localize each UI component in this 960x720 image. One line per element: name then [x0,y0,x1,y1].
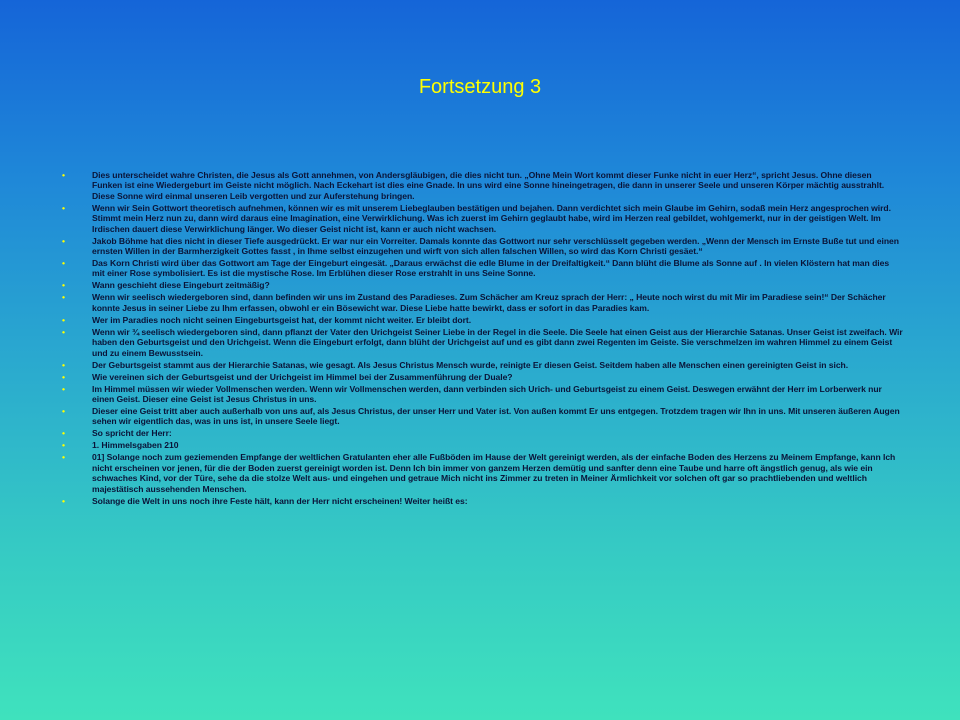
bullet-icon: • [62,495,65,506]
bullet-list [62,170,904,508]
bullet-icon: • [62,292,65,303]
item-text: Solange die Welt in uns noch ihre Feste hält, kann der Herr nicht erscheinen! Weiter heißt es: [92,495,468,506]
bullet-icon: • [62,440,65,451]
list-item [62,203,904,234]
item-text: Wenn wir Sein Gottwort theoretisch aufnehmen, können wir es mit unserem Liebeglauben bestätigen und bejahen. Dann verdichtet sich mein Glaube im Gehirn, sodaß mein Herz angesprochen wird. Stimmt mein Herz nun zu, dann wird daraus eine Imagination, eine Verwirklichung. Was ich zuerst im Gehirn geglaubt habe, wird im Herzen real gebildet, wohlgemerkt, nur in der geistigen Welt. Im Irdischen dauert diese Verwirklichung länger. Wo dieser Geist nicht ist, kann er auch nicht wachsen. [92,202,891,234]
item-text: So spricht der Herr: [92,428,172,439]
list-item [62,327,904,358]
item-text: Wenn wir seelisch wiedergeboren sind, dann befinden wir uns im Zustand des Paradieses. Zum Schächer am Kreuz sprach der Herr: „ Heute noch wirst du mit Mir im Paradiese sein!“ Der Schächer konnte Jesus in seiner Liebe zu Ihm erfassen, obwohl er ein Bösewicht war. Diese Liebe hatte bewirkt, dass er sofort in das Paradies kam. [92,292,886,313]
list-item [62,440,904,450]
item-text: Der Geburtsgeist stammt aus der Hierarchie Satanas, wie gesagt. Als Jesus Christus Mensch wurde, reinigte Er diesen Geist. Seitdem haben alle Menschen einen gereinigten Geist in sich. [92,359,849,370]
list-item [62,360,904,370]
item-text: Wie vereinen sich der Geburtsgeist und der Urichgeist im Himmel bei der Zusammenführung der Duale? [92,371,513,382]
bullet-icon: • [62,170,65,180]
list-item [62,315,904,325]
bullet-icon: • [62,359,65,370]
item-text: Wenn wir ¾ seelisch wiedergeboren sind, dann pflanzt der Vater den Urichgeist Seiner Liebe in der Regel in die Seele. Die Seele hat einen Geist aus der Hierarchie Satanas. Unser Geist ist zweifach. Wir haben den Geburtsgeist und den Urichgeist. Wenn die Eingeburt erfolgt, dann blüht der Urichgeist auf und es gibt dann zwei Regenten im Geiste. Sie verschmelzen im wahren Himmel zu einem Geist und zu einem Bewusstsein. [92,326,903,358]
item-text: Im Himmel müssen wir wieder Vollmenschen werden. Wenn wir Vollmenschen werden, dann verbinden sich Urich- und Geburtsgeist zu einem Geist. Deswegen erwähnt der Herr im Lorberwerk nur einen Geist. Dieser eine Geist ist Jesus Christus in uns. [92,383,882,405]
bullet-icon: • [62,383,65,394]
list-item [62,452,904,494]
bullet-icon: • [62,280,65,291]
item-text: 01] Solange noch zum geziemenden Empfange der weltlichen Gratulanten eher alle Fußböden im Hause der Welt gereinigt werden, als der einfache Boden des Herzens zu Meinem Empfange, kann Ich nicht erscheinen vor jenen, für die der Boden zuerst gereinigt worden ist. Denn Ich bin immer von ganzem Herzen demütig und sanfter denn eine Taube und harre oft ängstlich genug, als wie ein schwaches Kind, vor der Türe, sehe da die stolze Welt aus- und eingehen und getraue Mich nicht ins Zimmer zu treten in Meiner Ärmlichkeit vor solchen oft gar so prachtliebenden und weltlich majestätisch aussehenden Menschen. [92,452,896,494]
list-item [62,258,904,279]
list-item [62,428,904,438]
list-item [62,384,904,405]
list-item [62,406,904,427]
item-text: 1. Himmelsgaben 210 [92,440,179,451]
item-text: Wer im Paradies noch nicht seinen Eingeburtsgeist hat, der kommt nicht weiter. Er bleibt dort. [92,314,472,325]
list-item [62,292,904,313]
list-item [62,280,904,290]
bullet-icon: • [62,258,65,269]
slide-title: Fortsetzung 3 [418,76,542,98]
list-item [62,236,904,257]
bullet-icon: • [62,235,65,246]
bullet-icon: • [62,452,65,463]
list-item [62,170,904,201]
item-text: Jakob Böhme hat dies nicht in dieser Tiefe ausgedrückt. Er war nur ein Vorreiter. Damals konnte das Gottwort nur sehr verschlüsselt gegeben werden. „Wenn der Mensch im Ernste Buße tut und einen ernsten Willen in der Barmherzigkeit Gottes fasst , in Ihme selbst einzugehen und wirft von sich allen falschen Willen, so wird das Korn Christi gesäet.“ [92,235,899,257]
bullet-icon: • [62,406,65,417]
item-text: Wann geschieht diese Eingeburt zeitmäßig? [92,280,270,291]
bullet-icon: • [62,202,65,213]
bullet-icon: • [62,371,65,382]
list-item [62,372,904,382]
item-text: Das Korn Christi wird über das Gottwort am Tage der Eingeburt eingesät. „Daraus erwächst die edle Blume in der Dreifaltigkeit.“ Dann blüht die Blume als Sonne auf . In vielen Klöstern hat man dies mit einer Rose symbolisiert. Es ist die mystische Rose. Im Erblühen dieser Rose erstrahlt in uns Seine Sonne. [92,258,890,279]
item-text: Dies unterscheidet wahre Christen, die Jesus als Gott annehmen, von Andersgläubigen, die dies nicht tun. „Ohne Mein Wort kommt dieser Funke nicht in euer Herz“, spricht Jesus. Ohne diesen Funken ist eine Wiedergeburt im Geiste nicht möglich. Nach Eckehart ist dies eine Gnade. In uns wird eine Sonne hineingetragen, die dann in unserer Seele und unseren Körper mächtig ausstrahlt. Diese Sonne wird einmal unseren Leib vergotten und zur Auferstehung bringen. [92,170,885,201]
bullet-icon: • [62,314,65,325]
bullet-icon: • [62,326,65,337]
list-item [62,496,904,506]
item-text: Dieser eine Geist tritt aber auch außerhalb von uns auf, als Jesus Christus, der unser Herr und Vater ist. Von außen kommt Er uns entgegen. Trotzdem tragen wir Ihn in uns. Mit unseren äußeren Augen sehen wir eigentlich das, was in uns ist, in unsere Seele liegt. [92,406,900,427]
bullet-icon: • [62,428,65,439]
